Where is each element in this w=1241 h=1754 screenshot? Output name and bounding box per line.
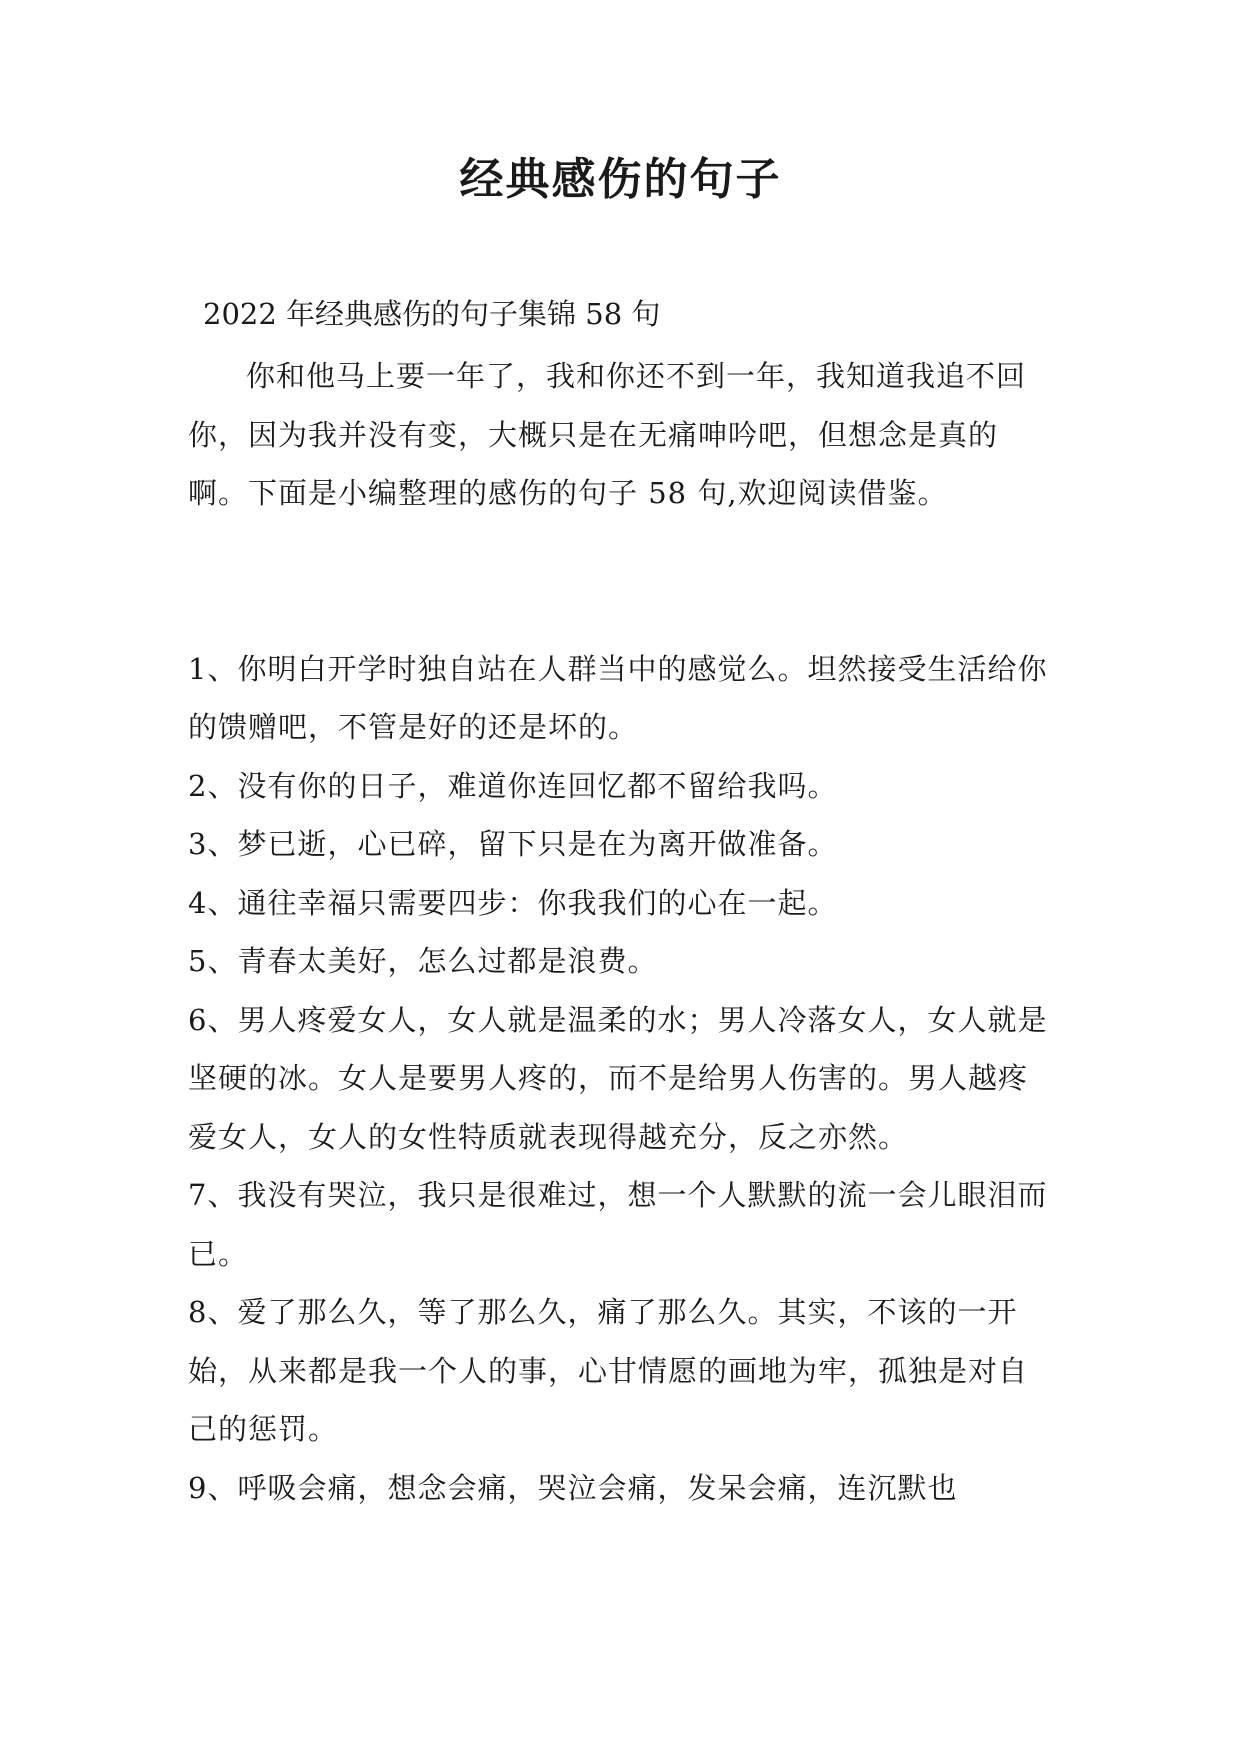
list-item: 9、呼吸会痛，想念会痛，哭泣会痛，发呆会痛，连沉默也 <box>188 1470 958 1505</box>
list-item: 3、梦已逝，心已碎，留下只是在为离开做准备。 <box>188 827 838 861</box>
document-subtitle: 2022 年经典感伤的句子集锦 58 句 <box>203 297 661 331</box>
intro-paragraph: 你和他马上要一年了，我和你还不到一年，我知道我追不回你，因为我并没有变，大概只是在无痛呻吟吧，但想念是真的啊。下面是小编整理的感伤的句子 58 句,欢迎阅读借鉴。 <box>188 359 1027 510</box>
document-title: 经典感伤的句子 <box>459 154 782 205</box>
list-item: 2、没有你的日子，难道你连回忆都不留给我吗。 <box>188 768 838 803</box>
document-body <box>188 347 1054 1517</box>
list-item: 1、你明白开学时独自站在人群当中的感觉么。坦然接受生活给你的馈赠吧，不管是好的还是坏的。 <box>188 651 1048 744</box>
paragraph-gap <box>188 523 1054 640</box>
list-item: 6、男人疼爱女人，女人就是温柔的水；男人冷落女人，女人就是坚硬的冰。女人是要男人疼的，而不是给男人伤害的。男人越疼爱女人，女人的女性特质就表现得越充分，反之亦然。 <box>188 1002 1048 1154</box>
list-item: 4、通往幸福只需要四步：你我我们的心在一起。 <box>188 885 838 920</box>
list-item: 8、爱了那么久，等了那么久，痛了那么久。其实，不该的一开始，从来都是我一个人的事，心甘情愿的画地为牢，孤独是对自己的惩罚。 <box>188 1295 1029 1446</box>
list-item: 5、青春太美好，怎么过都是浪费。 <box>188 944 658 978</box>
list-item: 7、我没有哭泣，我只是很难过，想一个人默默的流一会儿眼泪而已。 <box>188 1178 1048 1271</box>
